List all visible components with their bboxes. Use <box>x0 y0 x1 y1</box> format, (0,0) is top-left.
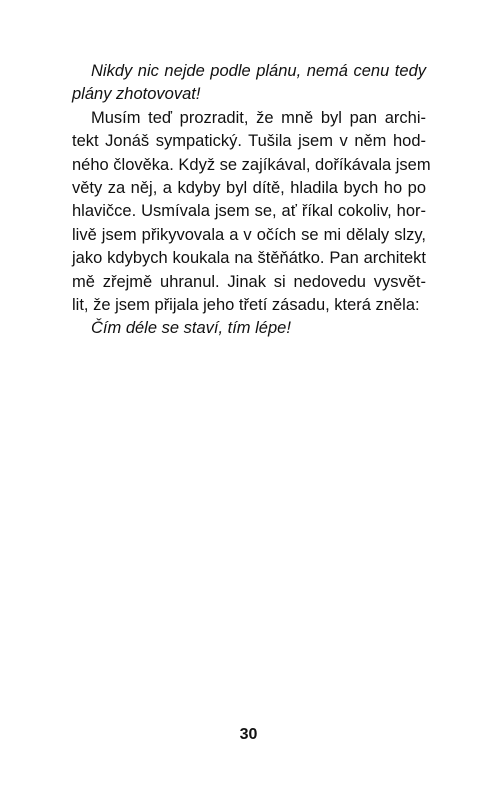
text-line: livě jsem přikyvovala a v očích se mi dělaly slzy, <box>72 225 426 244</box>
paragraph-2 <box>72 107 431 318</box>
text-line: lit, že jsem přijala jeho třetí zásadu, která zněla: <box>72 295 420 314</box>
paragraph-3 <box>72 317 426 340</box>
text-line: hlavičce. Usmívala jsem se, ať říkal cokoliv, hor- <box>72 202 426 221</box>
page-number: 30 <box>239 726 258 743</box>
body-text <box>72 60 431 341</box>
text-line: Nikdy nic nejde podle plánu, nemá cenu tedy <box>91 62 426 80</box>
text-line: Čím déle se staví, tím lépe! <box>91 319 291 338</box>
text-line: ného člověka. Když se zajíkával, doříkávala jsem <box>72 155 431 174</box>
text-line: Musím teď prozradit, že mně byl pan archi- <box>91 108 426 127</box>
text-line: plány zhotovovat! <box>72 85 201 104</box>
text-line: mě zřejmě uhranul. Jinak si nedovedu vysvět- <box>72 272 426 291</box>
paragraph-1 <box>72 60 426 107</box>
text-line: věty za něj, a kdyby byl dítě, hladila bych ho po <box>72 178 426 197</box>
text-line: jako kdybych koukala na štěňátko. Pan architekt <box>72 249 426 268</box>
text-line: tekt Jonáš sympatický. Tušila jsem v něm hod- <box>72 132 426 151</box>
